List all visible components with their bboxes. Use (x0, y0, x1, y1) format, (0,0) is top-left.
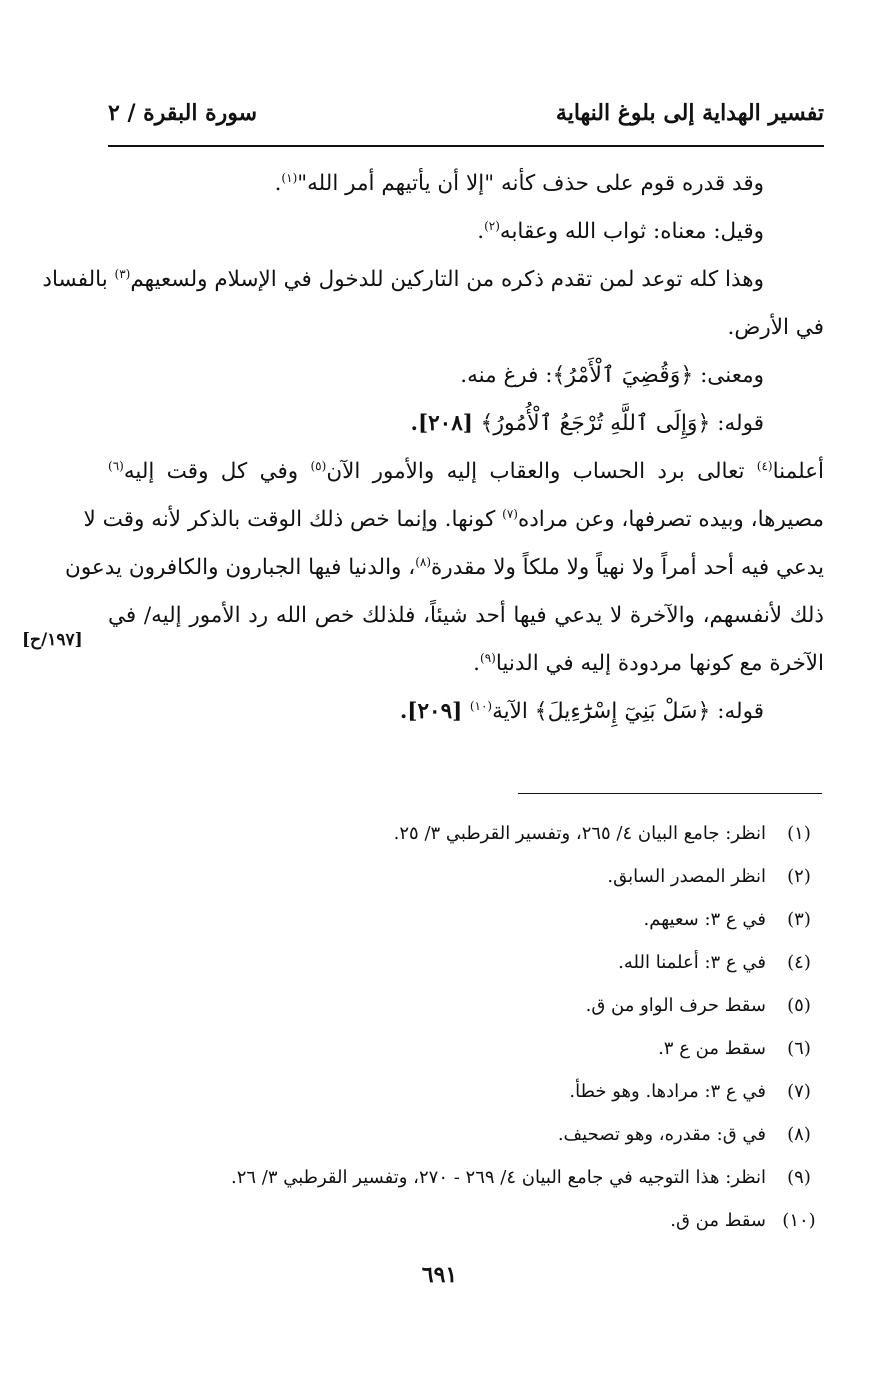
text-run: وفي كل وقت إليه (123, 459, 311, 484)
footnote-separator (518, 793, 822, 794)
footnote-ref[interactable]: (١٠) (469, 698, 493, 713)
footnote-text: في ع ٣: سعيهم. (643, 909, 766, 930)
footnote-item (108, 1027, 824, 1070)
surah-label: سورة البقرة / ٢ (108, 100, 258, 126)
text-run: قوله: (710, 411, 764, 436)
paragraph-6-line-3 (65, 544, 824, 592)
footnote-text: انظر: هذا التوجيه في جامع البيان ٤/ ٢٦٩ - ٢٧٠، وتفسير القرطبي ٣/ ٢٦. (230, 1167, 766, 1188)
footnote-number: (٢) (787, 866, 811, 887)
text-run: تعالى برد الحساب والعقاب إليه والأمور الآن (326, 459, 757, 484)
text-run: الآخرة مع كونها مردودة إليه في الدنيا (495, 651, 824, 676)
text-run: مصيرها، وبيده تصرفها، وعن مراده (517, 507, 824, 532)
footnote-text: في ق: مقدره، وهو تصحيف. (557, 1124, 766, 1145)
text-run: أعلمنا (772, 459, 824, 484)
running-header (108, 100, 824, 136)
footnote-ref[interactable]: (٦) (108, 458, 124, 473)
footnote-ref[interactable]: (١) (281, 170, 298, 185)
paragraph-7 (108, 688, 824, 736)
text-run: ومعنى: (693, 363, 764, 388)
paragraph-3-line-1 (42, 256, 824, 304)
text-run: . (473, 651, 481, 676)
footnote-number: (٧) (787, 1081, 811, 1102)
footnotes-list (108, 812, 824, 1242)
footnote-ref[interactable]: (٣) (114, 266, 131, 281)
footnote-number: (٩) (787, 1167, 811, 1188)
footnote-text: سقط من ع ٣. (658, 1038, 766, 1059)
paragraph-6-line-2 (83, 496, 824, 544)
footnote-number: (١٠) (782, 1210, 816, 1231)
text-run: بالفساد (42, 267, 115, 292)
text-run: ، والدنيا فيها الجبارون والكافرون يدعون (65, 555, 416, 580)
page-number: ٦٩١ (421, 1262, 458, 1288)
text-run: : فرغ منه. (460, 363, 553, 388)
footnote-number: (٨) (787, 1124, 811, 1145)
footnote-text: سقط حرف الواو من ق. (585, 995, 766, 1016)
paragraph-1 (108, 160, 824, 208)
footnote-item (108, 898, 824, 941)
quran-verse: ﴿وَإِلَى ٱللَّهِ تُرْجَعُ ٱلْأُمُورُ﴾ (480, 411, 711, 436)
paragraph-2 (108, 208, 824, 256)
footnote-number: (١) (787, 823, 811, 844)
manuscript-folio-note: [١٩٧/ح] (22, 630, 83, 650)
footnote-item (108, 984, 824, 1027)
footnote-item (108, 1113, 824, 1156)
text-run: قوله: (710, 699, 764, 724)
footnote-ref[interactable]: (٥) (310, 458, 327, 473)
footnote-text: انظر المصدر السابق. (607, 866, 766, 887)
footnote-ref[interactable]: (٩) (480, 650, 496, 665)
footnote-ref[interactable]: (٧) (502, 506, 518, 521)
paragraph-6-line-5 (108, 640, 824, 688)
text-run: ذلك لأنفسهم، والآخرة لا يدعي فيها أحد شيئاً، فلذلك خص الله رد الأمور إليه/ في (108, 603, 824, 628)
footnote-item (108, 1156, 824, 1199)
paragraph-6-line-1 (108, 448, 824, 496)
text-run: وهذا كله توعد لمن تقدم ذكره من التاركين للدخول في الإسلام ولسعيهم (130, 267, 764, 292)
footnote-item (108, 1070, 824, 1113)
text-run: وقد قدره قوم على حذف كأنه "إلا أن يأتيهم أمر الله" (297, 171, 764, 196)
footnote-text: انظر: جامع البيان ٤/ ٢٦٥، وتفسير القرطبي ٣/ ٢٥. (393, 823, 766, 844)
footnote-text: في ع ٣: مرادها. وهو خطأ. (569, 1081, 766, 1102)
footnote-item (108, 812, 824, 855)
footnote-number: (٤) (787, 952, 811, 973)
quran-verse: ﴿وَقُضِيَ ٱلْأَمْرُ﴾ (552, 363, 694, 388)
paragraph-4 (108, 352, 824, 400)
footnote-item (108, 855, 824, 898)
text-run: . (274, 171, 282, 196)
text-run: الآية (492, 699, 535, 724)
quran-verse: ﴿سَلْ بَنِيٓ إِسْرَٰٓءِيلَ﴾ (534, 699, 711, 724)
footnote-item (108, 1199, 824, 1242)
footnote-text: في ع ٣: أعلمنا الله. (618, 952, 766, 973)
text-run: كونها. وإنما خص ذلك الوقت بالذكر لأنه وقت لا (83, 507, 503, 532)
footnote-ref[interactable]: (٢) (484, 218, 500, 233)
footnote-ref[interactable]: (٤) (756, 458, 773, 473)
footnote-number: (٣) (787, 909, 811, 930)
verse-number: [٢٠٨]. (410, 411, 481, 436)
header-rule (108, 145, 824, 147)
text-run: وقيل: معناه: ثواب الله وعقابه (499, 219, 764, 244)
text-run: . (477, 219, 485, 244)
book-title: تفسير الهداية إلى بلوغ النهاية (555, 100, 824, 126)
footnote-item (108, 941, 824, 984)
paragraph-6-line-4 (108, 592, 824, 640)
text-run: في الأرض. (727, 315, 824, 340)
verse-number: [٢٠٩]. (399, 699, 470, 724)
footnote-ref[interactable]: (٨) (415, 554, 432, 569)
footnote-text: سقط من ق. (670, 1210, 766, 1231)
footnote-number: (٥) (787, 995, 811, 1016)
text-run: يدعي فيه أحد أمراً ولا نهياً ولا ملكاً ولا مقدرة (431, 555, 824, 580)
paragraph-3-line-2 (108, 304, 824, 352)
footnote-number: (٦) (787, 1038, 811, 1059)
paragraph-5 (108, 400, 824, 448)
